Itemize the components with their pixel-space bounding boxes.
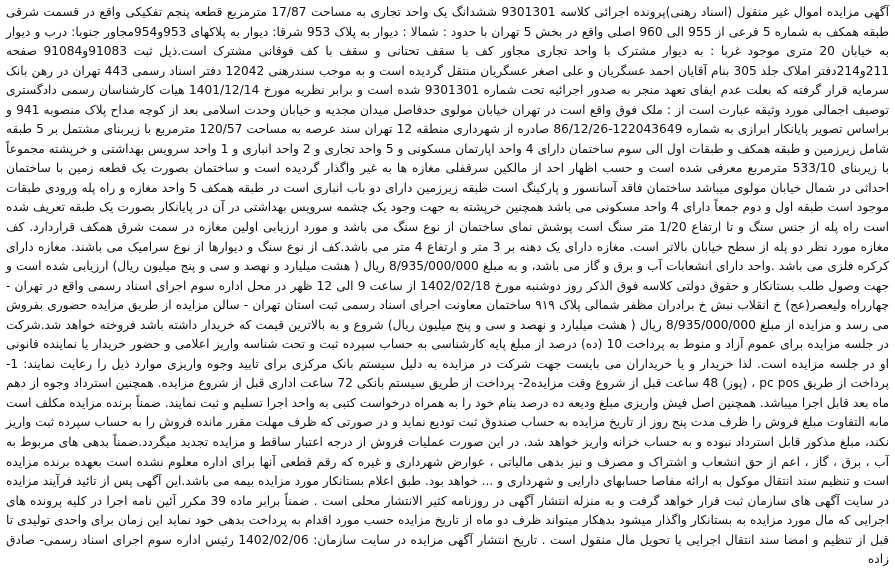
notice-body-text: آگهی مزایده اموال غیر منقول (اسناد رهنی)پرونده اجرائی کلاسه 9301301 ششدانگ یک واحد تجاری به مساحت 17/87 مترمربع قطعه پنجم تفکیکی واقع در قسمت شرقی طبقه همکف به شماره 5 فرعی از 955 الی 960 اصلی واقع در بخش 5 تهران با حدود : شمالا : دیوار به پلاک 953 شرقا: دیوار به پلاکهای 953و954مجاور جنوبا: درب و دیوار به خیابان 20 متری موجود غربا : به دیوار مشترک با واحد تجاری مجاور کف با سقف تحتانی و سقف با کف فوقانی مشترک است.ذیل ثبت 91083و91084 صفحه 211و214دفتر املاک جلد 305 بنام آقایان احمد عسگریان و علی اصغر عسگریان منتقل گردیده است و به موجب سندرهنی 12042 دفتر اسناد رسمی 443 تهران در رهن بانک سرمایه قرار گرفته که بعلت عدم ایفای تعهد منجر به صدور اجرائیه تحت شماره 9301301 شده است و برابر نظریه مورخ 1401/12/14 هیات کارشناسان رسمی دادگستری توصیف اجمالی مورد وثیقه عبارت است از : ملک فوق واقع است در تهران خیابان مولوی حدفاصل میدان مجدیه و خیابان وحدت اسلامی بعد از کوچه مداح پلاک منصوبه 941 و براساس تصویر پایانکار ابرازی به شماره 122043649-86/12/26 صادره از شهرداری منطقه 12 تهران سند عرصه به مساحت 120/57 مترمربع با زیربنای مشتمل بر 5 طبقه شامل زیرزمین و طبقه همکف و طبقات اول الی سوم ساختمان دارای 4 واحد اپارتمان مسکونی و 5 واحد تجاری و 2 واحد انباری و 1 واحد سرویس بهداشتی و خرپشته مجموعاً با زیربنای 533/10 مترمربع معرفی شده است و حسب اظهار احد از مالکین سرقفلی مغازه ها به غیر واگذار گردیده است و ساختمان بصورت یک قطعه زمین با ساختمان احداثی در شمال خیابان مولوی میباشد ساختمان فاقد آسانسور و پارکینگ است طبقه زیرزمین دارای دو باب انباری است در طبقه همکف 5 واحد مغازه و راه پله ورودی طبقات موجود است طبقه اول و دوم جمعاً دارای 4 واحد مسکونی می باشد همچنین خرپشته به جهت وجود یک چشمه سرویس بهداشتی در آن در پایانکار بصورت یک طبقه تعریف شده است راه پله از جنس سنگ و تا ارتفاع 1/20 متر سنگ است پوشش نمای ساختمان از نوع سنگ می باشد و مورد ارزیابی اولین مغازه در سمت شرق همکف قراردارد. کف مغازه مورد نظر دو پله از سطح خیابان بالاتر است. مغازه دارای یک دهنه بر 3 متر و ارتفاع 4 متر می باشد.کف از نوع سنگ و دیوارها از نوع سرامیک می باشند. مغازه دارای کرکره فلزی می باشد .واحد دارای انشعابات آب و برق و گاز می باشد، و به مبلغ 8/935/000/000 ریال ( هشت میلیارد و نهصد و سی و پنج میلیون ریال) ارزیابی شده است و جهت وصول طلب بستانکار و حقوق دولتی کلاسه فوق الذکر روز دوشنبه مورخ 1402/02/18 از ساعت 9 الی 12 ظهر در محل اداره سوم اجرای اسناد رسمی واقع در تهران - چهارراه ولیعصر(عج) خ انقلاب نبش خ برادران مظفر شمالی پلاک ۹۱۹ ساختمان معاونت اجرای اسناد رسمی ثبت استان تهران - سالن مزایده از طریق مزایده حضوری بفروش می رسد و مزایده از مبلغ 8/935/000/000 ریال ( هشت میلیارد و نهصد و سی و پنج میلیون ریال) شروع و به بالاترین قیمت که خریدار داشته باشد فروخته خواهد شد.شرکت در جلسه مزایده برای عموم آزاد و منوط به پرداخت 10 (ده) درصد از مبلغ پایه کارشناسی به حساب سپرده ثبت و تحت شناسه واریز اعلامی و حضور خریدار یا نماینده قانونی او در جلسه مزایده است. لذا خریدار و یا خریداران می بایست جهت شرکت در مزایده به دلیل سیستم بانک مرکزی برای تایید وجوه واریزی موارد ذیل را رعایت نمایند: 1- پرداخت از طریق pc pos ، (پوز) 48 ساعت قبل از شروع وقت مزایده2- پرداخت از طریق سیستم بانکی 72 ساعت اداری قبل از شروع مزایده. همچنین استرداد وجوه از دهم ماه بعد قابل اجرا میباشد. همچنین اصل فیش واریزی مبلغ ودیعه ده درصد بنام خود را به همراه درخواست کتبی به واحد اجرا تسلیم و ثبت نمایند. ضمناً برنده مزایده مکلف است مابه التفاوت مبلغ فروش را ظرف مدت پنج روز از تاریخ مزایده به حساب صندوق ثبت تودیع نماید و در صورتی که ظرف مهلت مقرر مانده فروش را به حساب سپرده ثبت واریز نکند، مبلغ مذکور قابل استرداد نبوده و به حساب خزانه واریز خواهد شد. در این صورت عملیات فروش از درجه اعتبار ساقط و مزایده تجدید میگردد.ضمناً بدهی های مربوط به آب ، برق ، گاز ، اعم از حق انشعاب و اشتراک و مصرف و نیز بدهی مالیاتی ، عوارض شهرداری و غیره که رقم قطعی آنها برای اداره معلوم نشده است بعهده برنده مزایده است و تنظیم سند انتقال موکول به ارائه مفاصا حسابهای دارایی و شهرداری و ... خواهد بود. طبق اعلام بستانکار مورد مزایده بیمه می باشد.این آگهی پس از تائید فرآیند مزایده در سایت آگهی های سازمان ثبت قرار خواهد گرفت و به منزله انتشار آگهی در روزنامه کثیر الانتشار محلی است . ضمناً برابر ماده 39 مکرر آئین نامه اجرا در کلیه پرونده های اجرایی که مال مورد مزایده به بستانکار واگذار میشود بدهکار میتواند ظرف دو ماه از تاریخ مزایده حسب مورد اقدام به پرداخت بدهی خود نماید این زمان برای واحدی تولیدی تا قبل از تنظیم و امضا سند انتقال اجرایی یا تحویل مال منقول است . تاریخ انتشار آگهی مزایده در سایت سازمان: 1402/02/06 رئیس اداره سوم اجرای اسناد رسمی- صادق زاده <box>6 5 890 567</box>
